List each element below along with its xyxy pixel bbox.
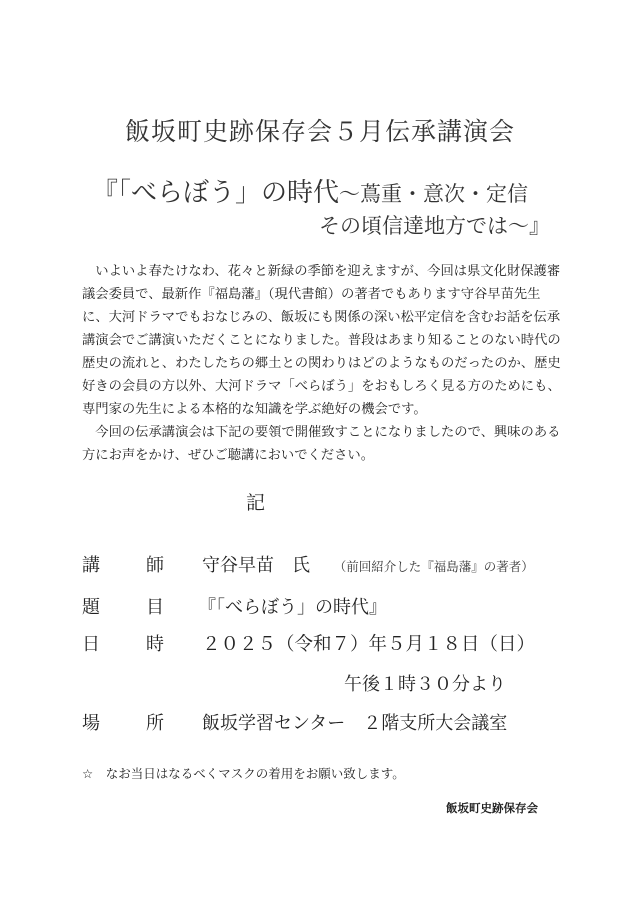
lecturer-name: 守谷早苗 氏 <box>202 555 310 576</box>
subtitle-open: 『「 <box>92 178 132 208</box>
topic-value: 『「べらぼう」の時代』 <box>198 597 387 618</box>
datetime-label-2: 時 <box>146 634 164 655</box>
lecture-subtitle-line2: その頃信達地方では〜』 <box>319 214 550 238</box>
place-value: 飯坂学習センター ２階支所大会議室 <box>202 713 508 734</box>
topic-label-2: 目 <box>146 597 164 618</box>
lecturer-value <box>202 551 534 577</box>
datetime-time: 午後１時３０分より <box>344 674 506 695</box>
lecturer-note: （前回紹介した『福島藩』の著者） <box>333 559 534 574</box>
lecture-subtitle-line1 <box>92 172 528 209</box>
datetime-value: ２０２５（令和７）年５月１８日（日） <box>202 634 536 655</box>
intro-paragraph-2: 今回の伝承講演会は下記の要領で開催致すことになりましたので、興味のある方にお声をかけ、ぜひご聴講においでください。 <box>82 425 561 463</box>
ki-heading: 記 <box>246 492 266 514</box>
subtitle-tail: 〜蔦重・意次・定信 <box>339 182 529 206</box>
datetime-label-1: 日 <box>82 634 100 655</box>
place-label-2: 所 <box>146 713 164 734</box>
subtitle-close: 」の時代 <box>235 178 340 208</box>
intro-paragraph-1: いよいよ春たけなわ、花々と新緑の季節を迎えますが、今回は県文化財保護審議会委員で、最新作『福島藩』（現代書館）の著者でもあります守谷早苗先生に、大河ドラマでもおなじみの、飯坂にも関係の深い松平定信を含むお話を伝承講演会でご講演いただくことになりました。普段はあまり知ることのない時代の歴史の流れと、わたしたちの郷土との関わりはどのようなものだったのか、歴史好きの会員の方以外、大河ドラマ「べらぼう」をおもしろく見る方のためにも、専門家の先生による本格的な知識を学ぶ絶好の機会です。 <box>82 264 561 417</box>
mask-note: ☆ なお当日はなるべくマスクの着用をお願い致します。 <box>82 766 405 781</box>
lecturer-label-2: 師 <box>146 555 164 576</box>
organizer-name: 飯坂町史跡保存会 <box>446 801 538 815</box>
flyer-title: 飯坂町史跡保存会５月伝承講演会 <box>124 117 515 146</box>
subtitle-main: べらぼう <box>131 178 236 208</box>
place-label-1: 場 <box>82 713 100 734</box>
intro-text <box>82 260 562 467</box>
topic-label-1: 題 <box>82 597 100 618</box>
lecturer-label-1: 講 <box>82 555 100 576</box>
